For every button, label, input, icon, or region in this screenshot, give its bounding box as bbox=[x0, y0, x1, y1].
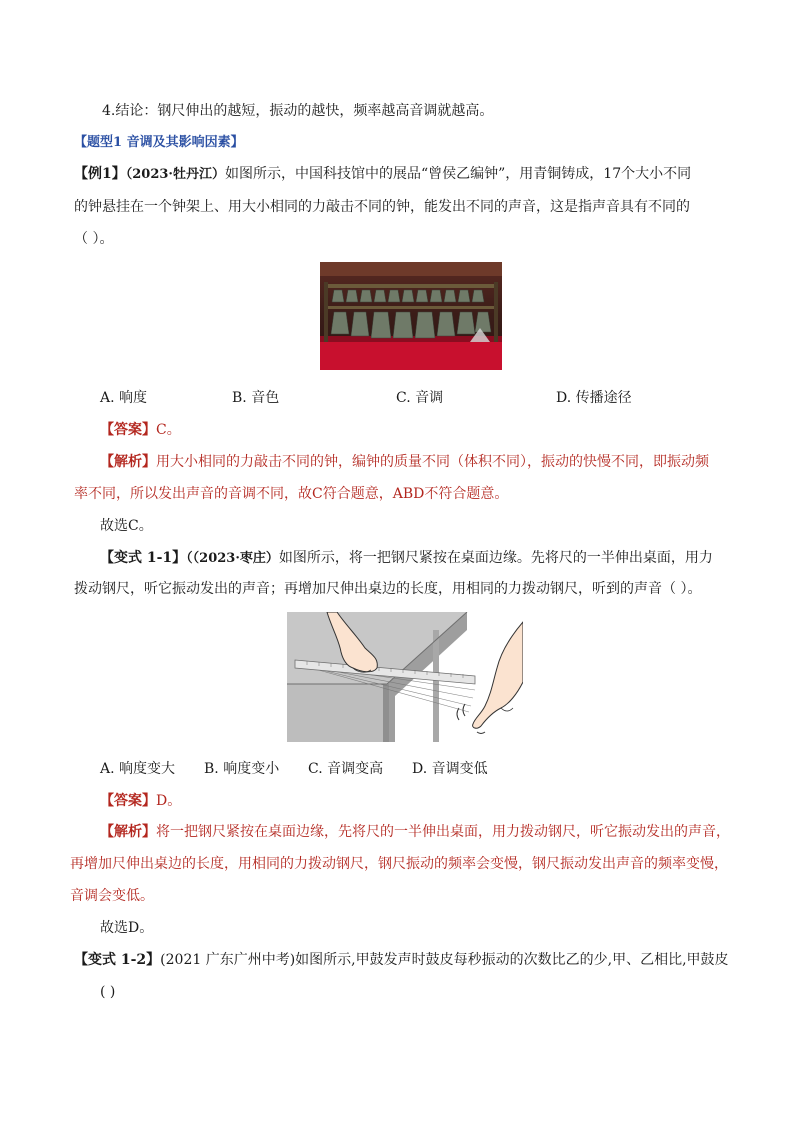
variant11-answer-text: D。 bbox=[156, 793, 182, 809]
bronze-bells-photo bbox=[320, 262, 502, 370]
variant11-source: （（2023·枣庄） bbox=[186, 551, 279, 566]
example1-answer-tag: 【答案】 bbox=[100, 422, 156, 438]
conclusion-text: 4.结论：钢尺伸出的越短，振动的越快，频率越高音调就越高。 bbox=[102, 103, 494, 119]
example1-option-b: B. 音色 bbox=[232, 390, 280, 406]
variant11-analysis-line3: 音调会变低。 bbox=[70, 888, 154, 904]
example1-analysis-text1: 用大小相同的力敲击不同的钟，编钟的质量不同（体积不同），振动的快慢不同，即振动频 bbox=[156, 454, 709, 470]
variant11-option-d: D. 音调变低 bbox=[412, 761, 488, 777]
variant11-analysis-line2: 再增加尺伸出桌边的长度，用相同的力拨动钢尺，钢尺振动的频率会变慢，钢尺振动发出声音的频率变慢， bbox=[70, 856, 728, 872]
variant11-tag: 【变式 1-1】 bbox=[100, 550, 187, 566]
variant11-choice: 故选D。 bbox=[100, 920, 154, 936]
example1-choice: 故选C。 bbox=[100, 518, 153, 534]
variant11-analysis-text1: 将一把钢尺紧按在桌面边缘，先将尺的一半伸出桌面，用力拨动钢尺，听它振动发出的声音， bbox=[156, 824, 730, 840]
example1-answer bbox=[100, 420, 181, 440]
variant12-tag: 【变式 1-2】 bbox=[74, 952, 161, 968]
variant12-line2: ( ) bbox=[100, 984, 116, 1000]
example1-option-a: A. 响度 bbox=[100, 390, 148, 406]
example1-answer-text: C。 bbox=[156, 422, 181, 438]
variant11-option-c: C. 音调变高 bbox=[308, 761, 384, 777]
variant11-analysis-tag: 【解析】 bbox=[100, 824, 156, 840]
variant11-line1 bbox=[100, 548, 713, 569]
example1-line1 bbox=[74, 164, 691, 185]
variant11-option-a: A. 响度变大 bbox=[100, 761, 176, 777]
example1-line3: （ ）。 bbox=[74, 231, 114, 247]
variant11-answer-tag: 【答案】 bbox=[100, 793, 156, 809]
example1-option-d: D. 传播途径 bbox=[556, 390, 632, 406]
example1-analysis-tag: 【解析】 bbox=[100, 454, 156, 470]
variant11-analysis-line1 bbox=[100, 822, 730, 842]
variant11-option-b: B. 响度变小 bbox=[204, 761, 280, 777]
example1-source: （2023·牡丹江） bbox=[125, 167, 225, 182]
example1-option-c: C. 音调 bbox=[396, 390, 444, 406]
ruler-on-table-illustration bbox=[287, 612, 523, 742]
variant12-line1 bbox=[74, 950, 729, 970]
example1-text1: 如图所示，中国科技馆中的展品“曾侯乙编钟”，用青铜铸成，17个大小不同 bbox=[224, 166, 692, 182]
topic-heading: 【题型1 音调及其影响因素】 bbox=[74, 135, 244, 150]
example1-analysis-line1 bbox=[100, 452, 709, 472]
variant11-answer bbox=[100, 791, 181, 811]
variant11-line2: 拨动钢尺，听它振动发出的声音；再增加尺伸出桌边的长度，用相同的力拨动钢尺，听到的声音（ ）。 bbox=[74, 581, 702, 597]
example1-tag: 【例1】 bbox=[74, 166, 126, 182]
example1-analysis-line2: 率不同，所以发出声音的音调不同，故C符合题意，ABD不符合题意。 bbox=[74, 486, 509, 502]
variant11-text1: 如图所示，将一把钢尺紧按在桌面边缘。先将尺的一半伸出桌面，用力 bbox=[278, 550, 713, 566]
example1-line2: 的钟悬挂在一个钟架上、用大小相同的力敲击不同的钟，能发出不同的声音，这是指声音具有不同的 bbox=[74, 199, 690, 215]
variant12-text: (2021 广东广州中考)如图所示,甲鼓发声时鼓皮每秒振动的次数比乙的少,甲、乙相比,甲鼓皮 bbox=[160, 952, 729, 968]
